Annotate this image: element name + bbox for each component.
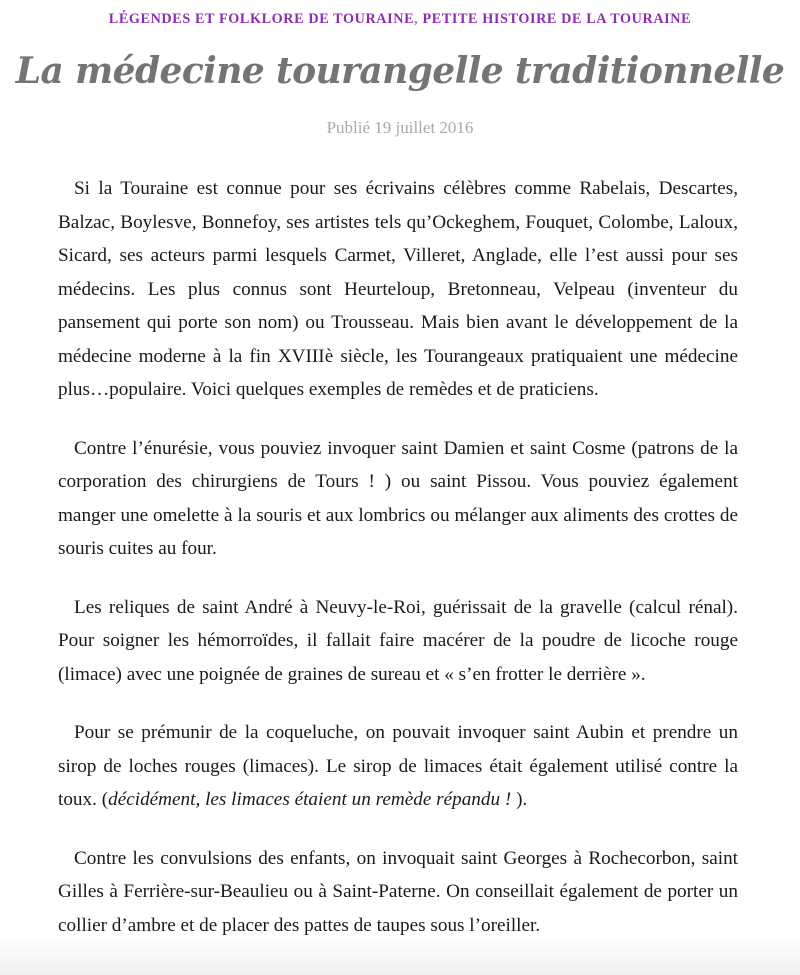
paragraph-coqueluche-aside: décidément, les limaces étaient un remède répandu ! (108, 789, 517, 810)
paragraph-coqueluche-text: Pour se prémunir de la coqueluche, on pouvait invoquer saint Aubin et prendre un sirop de loches rouges (limaces). Le sirop de limaces était également utilisé contre la toux. ( (58, 722, 738, 810)
paragraph-coqueluche-close: ). (516, 789, 528, 810)
page-title: La médecine tourangelle traditionnelle (15, 50, 785, 92)
article-body (58, 172, 738, 967)
paragraph-enuresie: Contre l’énurésie, vous pouviez invoquer saint Damien et saint Cosme (patrons de la corporation des chirurgiens de Tours ! ) ou saint Pissou. Vous pouviez également manger une omelette à la souris et aux lombrics ou mélanger aux aliments des crottes de souris cuites au four. (58, 437, 738, 559)
paragraph-intro: Si la Touraine est connue pour ses écrivains célèbres comme Rabelais, Descartes, Balzac, Boylesve, Bonnefoy, ses artistes tels qu’Ockeghem, Fouquet, Colombe, Laloux, Sicard, ses acteurs parmi lesquels Carmet, Villeret, Anglade, elle l’est aussi pour ses médecins. Les plus connus sont Heurteloup, Bretonneau, Velpeau (inventeur du pansement qui porte son nom) ou Trousseau. Mais bien avant le développement de la médecine moderne à la fin XVIIIè siècle, les Tourangeaux pratiquaient une médecine plus…populaire. Voici quelques exemples de remèdes et de praticiens. (58, 178, 738, 400)
category-link-legendes[interactable]: LÉGENDES ET FOLKLORE DE TOURAINE (108, 11, 415, 27)
paragraph-coqueluche (58, 716, 738, 817)
post-categories (0, 11, 800, 28)
paragraph-convulsions: Contre les convulsions des enfants, on invoquait saint Georges à Rochecorbon, saint Gilles à Ferrière-sur-Beaulieu ou à Saint-Paterne. On conseillait également de porter un collier d’ambre et de placer des pattes de taupes sous l’oreiller. (58, 847, 738, 936)
published-date: Publié 19 juillet 2016 (326, 118, 474, 137)
category-separator: , (414, 11, 419, 27)
category-link-petite-histoire[interactable]: PETITE HISTOIRE DE LA TOURAINE (422, 11, 692, 27)
paragraph-reliques: Les reliques de saint André à Neuvy-le-Roi, guérissait de la gravelle (calcul rénal). Pour soigner les hémorroïdes, il fallait faire macérer de la poudre de licoche rouge (limace) avec une poignée de graines de sureau et « s’en frotter le derrière ». (58, 596, 738, 685)
